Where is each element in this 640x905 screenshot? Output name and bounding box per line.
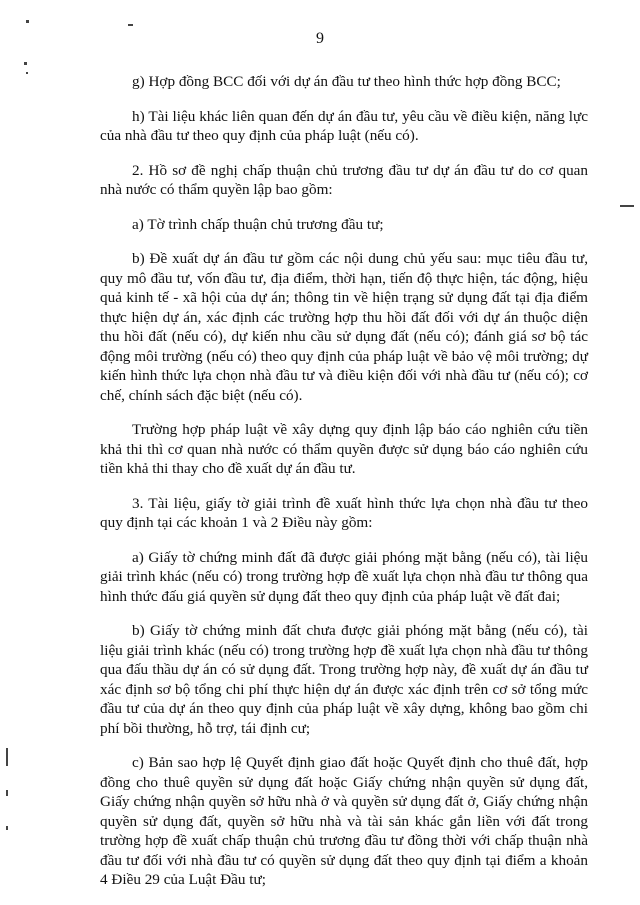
scan-mark bbox=[6, 790, 8, 796]
scan-mark bbox=[26, 20, 29, 23]
scan-mark bbox=[620, 205, 634, 207]
paragraph: g) Hợp đồng BCC đối với dự án đầu tư theo hình thức hợp đồng BCC; bbox=[132, 73, 561, 90]
paragraph: c) Bản sao hợp lệ Quyết định giao đất hoặc Quyết định cho thuê đất, hợp đồng cho thuê quyền sử dụng đất hoặc Giấy chứng nhận quyền sử dụng đất, Giấy chứng nhận quyền sở hữu nhà ở và quyền sử dụng đất ở, Giấy chứng nhận quyền sử dụng đất, quyền sở hữu nhà và tài sản khác gắn liền với đất trong trường hợp đề xuất chấp thuận chủ trương đầu tư đồng thời với chấp thuận nhà đầu tư đối với nhà đầu tư có quyền sử dụng đất theo quy định tại điểm a khoản 4 Điều 29 của Luật Đầu tư; bbox=[100, 754, 588, 888]
paragraph: b) Đề xuất dự án đầu tư gồm các nội dung chủ yếu sau: mục tiêu đầu tư, quy mô đầu tư, vốn đầu tư, địa điểm, thời hạn, tiến độ thực hiện, tác động, hiệu quả kinh tế - xã hội của dự án; thông tin về hiện trạng sử dụng đất tại địa điểm thực hiện dự án, xác định các trường hợp thu hồi đất đối với dự án thuộc diện thu hồi đất (nếu có), dự kiến nhu cầu sử dụng đất (nếu có); đánh giá sơ bộ tác động môi trường (nếu có) theo quy định của pháp luật về bảo vệ môi trường; dự kiến hình thức lựa chọn nhà đầu tư và điều kiện đối với nhà đầu tư (nếu có); cơ chế, chính sách đặc biệt (nếu có). bbox=[100, 250, 588, 404]
paragraph: 2. Hồ sơ đề nghị chấp thuận chủ trương đầu tư dự án đầu tư do cơ quan nhà nước có thẩm quyền lập bao gồm: bbox=[100, 161, 588, 198]
paragraph: b) Giấy tờ chứng minh đất chưa được giải phóng mặt bằng (nếu có), tài liệu giải trình khác (nếu có) trong trường hợp đề xuất lựa chọn nhà đầu tư thông qua đấu thầu dự án có sử dụng đất. Trong trường hợp này, đề xuất dự án đầu tư xác định sơ bộ tổng chi phí thực hiện dự án được xác định trên cơ sở tổng mức đầu tư của dự án theo quy định của pháp luật về xây dựng, không bao gồm chi phí bồi thường, hỗ trợ, tái định cư; bbox=[100, 622, 588, 737]
scan-mark bbox=[6, 748, 8, 766]
document-body bbox=[100, 72, 588, 905]
paragraph: Trường hợp pháp luật về xây dựng quy định lập báo cáo nghiên cứu tiền khả thi thì cơ quan nhà nước có thẩm quyền được sử dụng báo cáo nghiên cứu tiền khả thi thay cho đề xuất dự án đầu tư. bbox=[100, 421, 588, 477]
page-number: 9 bbox=[316, 30, 324, 47]
paragraph: a) Tờ trình chấp thuận chủ trương đầu tư; bbox=[132, 215, 384, 233]
scan-mark bbox=[128, 24, 133, 26]
scan-mark bbox=[26, 72, 28, 74]
scan-mark bbox=[24, 62, 27, 65]
paragraph: 3. Tài liệu, giấy tờ giải trình đề xuất hình thức lựa chọn nhà đầu tư theo quy định tại các khoản 1 và 2 Điều này gồm: bbox=[100, 494, 588, 531]
scan-mark bbox=[6, 826, 8, 830]
paragraph: h) Tài liệu khác liên quan đến dự án đầu tư, yêu cầu về điều kiện, năng lực của nhà đầu tư theo quy định của pháp luật (nếu có). bbox=[100, 107, 588, 144]
paragraph: a) Giấy tờ chứng minh đất đã được giải phóng mặt bằng (nếu có), tài liệu giải trình khác (nếu có) trong trường hợp đề xuất lựa chọn nhà đầu tư thông qua hình thức đấu giá quyền sử dụng đất theo quy định của pháp luật về đất đai; bbox=[100, 548, 588, 605]
